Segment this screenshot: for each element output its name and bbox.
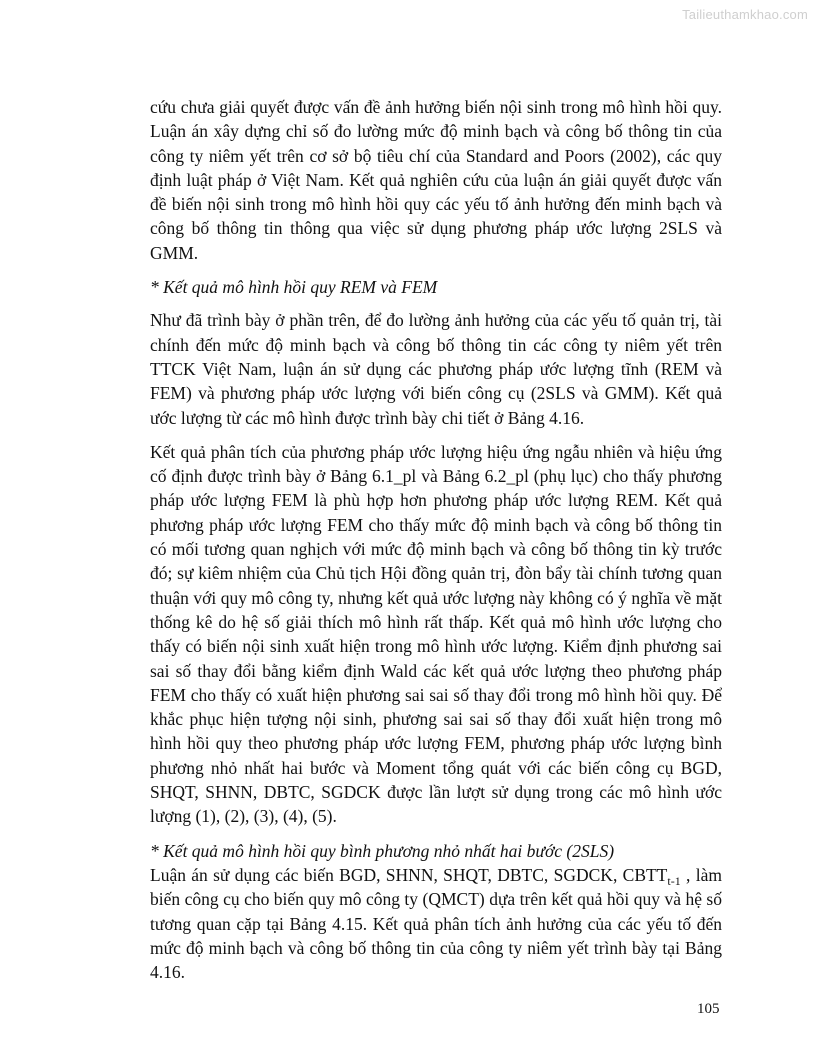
paragraph-1: cứu chưa giải quyết được vấn đề ảnh hưởng biến nội sinh trong mô hình hồi quy. Luận án xây dựng chỉ số đo lường mức độ minh bạch và công bố thông tin của công ty niêm yết trên cơ sở bộ tiêu chí của Standard and Poors (2002), các quy định luật pháp ở Việt Nam. Kết quả nghiên cứu của luận án giải quyết được vấn đề biến nội sinh trong mô hình hồi quy các yếu tố ảnh hưởng đến minh bạch và công bố thông tin thông qua việc sử dụng phương pháp ước lượng 2SLS và GMM.	[150, 97, 722, 263]
watermark: Tailieuthamkhao.com	[682, 7, 808, 22]
paragraph-4-start: Luận án sử dụng các biến BGD, SHNN, SHQT, DBTC, SGDCK, CBTT	[150, 864, 668, 885]
paragraph-4	[150, 863, 722, 984]
paragraph-3: Kết quả phân tích của phương pháp ước lượng hiệu ứng ngẫu nhiên và hiệu ứng cố định được trình bày ở Bảng 6.1_pl và Bảng 6.2_pl (phụ lục) cho thấy phương pháp ước lượng FEM là phù hợp hơn phương pháp ước lượng REM. Kết quả phương pháp ước lượng FEM cho thấy mức độ minh bạch và công bố thông tin có mối tương quan nghịch với mức độ minh bạch và công bố thông tin kỳ trước đó; sự kiêm nhiệm của Chủ tịch Hội đồng quản trị, đòn bẩy tài chính tương quan thuận với quy mô công ty, nhưng kết quả ước lượng này không có ý nghĩa về mặt thống kê do hệ số giải thích mô hình rất thấp. Kết quả mô hình ước lượng cho thấy có biến nội sinh xuất hiện trong mô hình ước lượng. Kiểm định phương sai sai số thay đổi bằng kiểm định Wald các kết quả ước lượng theo phương pháp FEM cho thấy có xuất hiện phương sai sai số thay đổi trong mô hình hồi quy. Để khắc phục hiện tượng nội sinh, phương sai sai số thay đổi xuất hiện trong mô hình hồi quy theo phương pháp ước lượng FEM, phương pháp ước lượng bình phương nhỏ nhất hai bước và Moment tổng quát với các biến công cụ BGD, SHQT, SHNN, DBTC, SGDCK được lần lượt sử dụng trong các mô hình ước lượng (1), (2), (3), (4), (5).	[150, 441, 722, 827]
paragraph-4-end: , làm biến công cụ cho biến quy mô công ty (QMCT) dựa trên kết quả hồi quy và hệ số tương quan cặp tại Bảng 4.15. Kết quả phân tích ảnh hưởng của các yếu tố đến mức độ minh bạch và công bố thông tin của công ty niêm yết trình bày tại Bảng 4.16.	[150, 864, 722, 983]
page-number: 105	[697, 1001, 720, 1017]
section-heading-rem-fem: * Kết quả mô hình hồi quy REM và FEM	[150, 277, 438, 298]
section-heading-2sls: * Kết quả mô hình hồi quy bình phương nhỏ nhất hai bước (2SLS)	[150, 840, 615, 861]
paragraph-2: Như đã trình bày ở phần trên, để đo lường ảnh hưởng của các yếu tố quản trị, tài chính đến mức độ minh bạch và công bố thông tin các công ty niêm yết trên TTCK Việt Nam, luận án sử dụng các phương pháp ước lượng tĩnh (REM và FEM) và phương pháp ước lượng với biến công cụ (2SLS và GMM). Kết quả ước lượng từ các mô hình được trình bày chi tiết ở Bảng 4.16.	[150, 310, 722, 428]
subscript-t-1: t-1	[667, 873, 681, 888]
body-text	[150, 95, 722, 984]
